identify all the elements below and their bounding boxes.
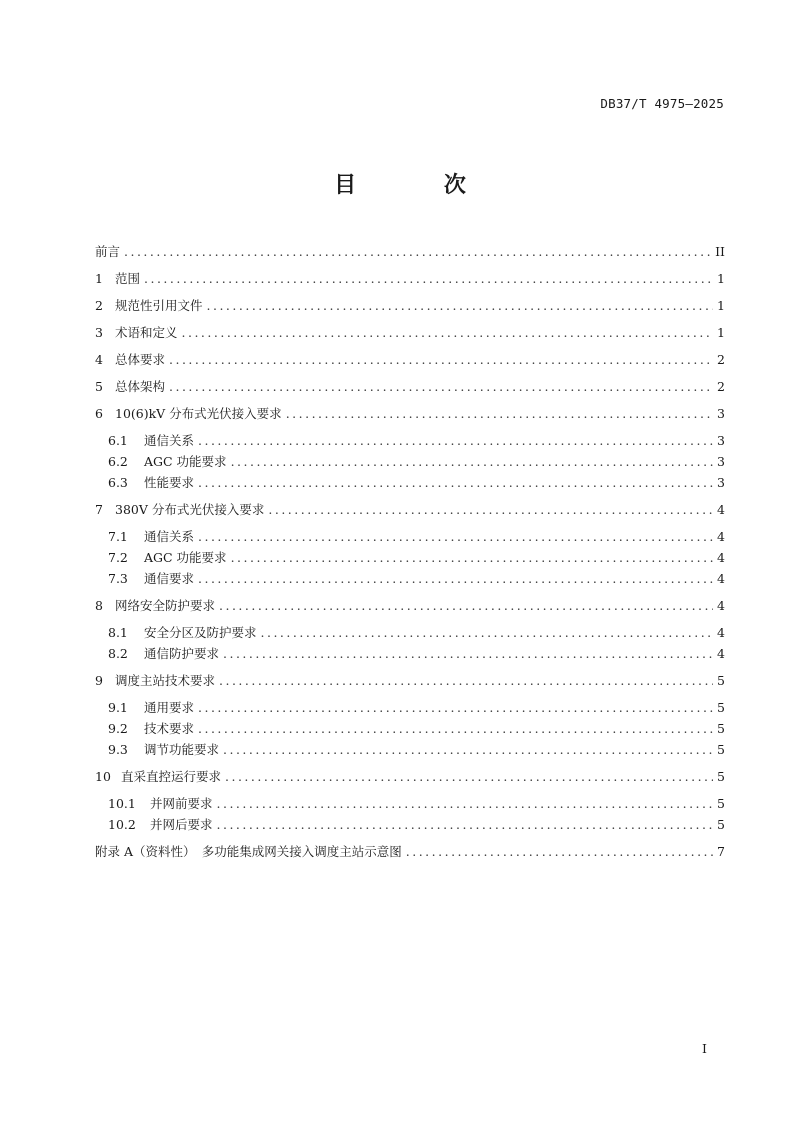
toc-entry-page: 5 bbox=[717, 742, 725, 757]
toc-entry-number: 7 bbox=[95, 502, 103, 517]
dot-leader bbox=[223, 740, 713, 760]
toc-entry-label: 调度主站技术要求 bbox=[115, 673, 216, 688]
toc-entry-page: 1 bbox=[717, 325, 725, 340]
toc-entry-label: 安全分区及防护要求 bbox=[144, 625, 257, 640]
toc-entry-page: 3 bbox=[717, 406, 725, 421]
toc-subentry[interactable] bbox=[95, 698, 725, 719]
toc-entry-page: 3 bbox=[717, 475, 725, 490]
toc-entry-page: 5 bbox=[717, 817, 725, 832]
dot-leader bbox=[169, 350, 713, 370]
toc-entry-page: 4 bbox=[717, 529, 725, 544]
toc-entry-label: 380V 分布式光伏接入要求 bbox=[115, 502, 265, 517]
dot-leader bbox=[223, 644, 713, 664]
toc-subentry[interactable] bbox=[95, 548, 725, 569]
toc-entry-label: 通用要求 bbox=[144, 700, 195, 715]
toc-subentry[interactable] bbox=[95, 431, 725, 452]
toc-entry-label: 规范性引用文件 bbox=[115, 298, 203, 313]
toc-entry-page: 3 bbox=[717, 433, 725, 448]
toc-subentry[interactable] bbox=[95, 452, 725, 473]
toc-entry-page: 2 bbox=[717, 379, 725, 394]
toc-entry-page: 7 bbox=[717, 844, 725, 859]
toc-entry-label: 直采直控运行要求 bbox=[121, 769, 222, 784]
toc-subentry[interactable] bbox=[95, 527, 725, 548]
dot-leader bbox=[231, 452, 713, 472]
dot-leader bbox=[198, 569, 713, 589]
toc-subentry[interactable] bbox=[95, 569, 725, 590]
dot-leader bbox=[406, 842, 713, 862]
dot-leader bbox=[286, 404, 713, 424]
toc-entry[interactable] bbox=[95, 404, 725, 431]
toc-entry-label: 并网前要求 bbox=[150, 796, 213, 811]
toc-entry-number: 8 bbox=[95, 598, 103, 613]
toc-entry[interactable] bbox=[95, 350, 725, 377]
page-title: 目 次 bbox=[334, 173, 506, 198]
dot-leader bbox=[198, 719, 713, 739]
toc-entry-number: 7.3 bbox=[108, 571, 128, 586]
dot-leader bbox=[198, 527, 713, 547]
toc-entry-label: 附录 A（资料性） 多功能集成网关接入调度主站示意图 bbox=[95, 844, 402, 859]
dot-leader bbox=[225, 767, 713, 787]
toc-entry-label: 技术要求 bbox=[144, 721, 195, 736]
toc-entry-number: 10.1 bbox=[108, 796, 136, 811]
toc-entry-page: 4 bbox=[717, 502, 725, 517]
toc-entry-number: 8.1 bbox=[108, 625, 128, 640]
toc-entry-number: 3 bbox=[95, 325, 103, 340]
toc-entry-page: 5 bbox=[717, 721, 725, 736]
dot-leader bbox=[231, 548, 713, 568]
toc-subentry[interactable] bbox=[95, 815, 725, 836]
toc-entry-label: 通信关系 bbox=[144, 433, 195, 448]
toc-entry-label: 通信防护要求 bbox=[144, 646, 220, 661]
toc-entry[interactable] bbox=[95, 242, 725, 269]
toc-subentry[interactable] bbox=[95, 623, 725, 644]
dot-leader bbox=[198, 698, 713, 718]
toc-entry-number: 9.2 bbox=[108, 721, 128, 736]
dot-leader bbox=[169, 377, 713, 397]
toc-entry[interactable] bbox=[95, 323, 725, 350]
dot-leader bbox=[182, 323, 713, 343]
toc-entry-number: 2 bbox=[95, 298, 103, 313]
toc-entry-label: AGC 功能要求 bbox=[144, 550, 227, 565]
toc-entry-label: 性能要求 bbox=[144, 475, 195, 490]
toc-entry-number: 5 bbox=[95, 379, 103, 394]
toc-entry-page: 4 bbox=[717, 550, 725, 565]
toc-entry-page: 4 bbox=[717, 625, 725, 640]
toc-entry-number: 6.1 bbox=[108, 433, 128, 448]
toc-entry-page: 3 bbox=[717, 454, 725, 469]
toc-subentry[interactable] bbox=[95, 644, 725, 665]
toc-entry-page: 5 bbox=[717, 673, 725, 688]
toc-entry-label: 总体要求 bbox=[115, 352, 166, 367]
toc-entry[interactable] bbox=[95, 296, 725, 323]
toc-entry-number: 1 bbox=[95, 271, 103, 286]
toc-entry[interactable] bbox=[95, 842, 725, 869]
toc-entry-label: 术语和定义 bbox=[115, 325, 178, 340]
toc-entry[interactable] bbox=[95, 377, 725, 404]
toc-entry-label: 并网后要求 bbox=[150, 817, 213, 832]
toc-entry-label: 10(6)kV 分布式光伏接入要求 bbox=[115, 406, 282, 421]
toc-entry-page: 1 bbox=[717, 271, 725, 286]
toc-entry-page: 4 bbox=[717, 598, 725, 613]
toc-entry-label: 总体架构 bbox=[115, 379, 166, 394]
dot-leader bbox=[217, 794, 713, 814]
toc-entry-number: 6.2 bbox=[108, 454, 128, 469]
toc-entry-page: II bbox=[715, 244, 725, 259]
toc-entry-label: 通信关系 bbox=[144, 529, 195, 544]
toc-entry[interactable] bbox=[95, 269, 725, 296]
dot-leader bbox=[124, 242, 711, 262]
toc-entry[interactable] bbox=[95, 500, 725, 527]
toc-entry-page: 5 bbox=[717, 769, 725, 784]
toc-entry-page: 4 bbox=[717, 646, 725, 661]
toc-entry-page: 2 bbox=[717, 352, 725, 367]
toc-entry-label: AGC 功能要求 bbox=[144, 454, 227, 469]
toc-entry-number: 7.2 bbox=[108, 550, 128, 565]
dot-leader bbox=[261, 623, 713, 643]
toc-entry-number: 4 bbox=[95, 352, 103, 367]
toc-entry-label: 通信要求 bbox=[144, 571, 195, 586]
toc-entry-number: 8.2 bbox=[108, 646, 128, 661]
toc-entry-label: 范围 bbox=[115, 271, 141, 286]
dot-leader bbox=[217, 815, 713, 835]
toc-subentry[interactable] bbox=[95, 473, 725, 494]
dot-leader bbox=[219, 671, 713, 691]
page-number: I bbox=[702, 1041, 707, 1056]
toc-entry-number: 6 bbox=[95, 406, 103, 421]
toc-entry-number: 6.3 bbox=[108, 475, 128, 490]
toc-subentry[interactable] bbox=[95, 719, 725, 740]
document-code: DB37/T 4975—2025 bbox=[600, 96, 724, 111]
toc-entry-page: 4 bbox=[717, 571, 725, 586]
toc-entry[interactable] bbox=[95, 767, 725, 794]
toc-entry-label: 调节功能要求 bbox=[144, 742, 220, 757]
toc-entry[interactable] bbox=[95, 671, 725, 698]
dot-leader bbox=[198, 473, 713, 493]
dot-leader bbox=[219, 596, 713, 616]
toc-entry-number: 9.1 bbox=[108, 700, 128, 715]
toc-entry[interactable] bbox=[95, 596, 725, 623]
dot-leader bbox=[207, 296, 713, 316]
table-of-contents bbox=[95, 242, 725, 869]
toc-entry-page: 1 bbox=[717, 298, 725, 313]
dot-leader bbox=[198, 431, 713, 451]
toc-entry-page: 5 bbox=[717, 700, 725, 715]
toc-entry-page: 5 bbox=[717, 796, 725, 811]
toc-subentry[interactable] bbox=[95, 740, 725, 761]
toc-entry-label: 前言 bbox=[95, 244, 121, 259]
toc-entry-number: 9 bbox=[95, 673, 103, 688]
dot-leader bbox=[268, 500, 713, 520]
toc-entry-number: 9.3 bbox=[108, 742, 128, 757]
toc-entry-number: 10 bbox=[95, 769, 111, 784]
dot-leader bbox=[144, 269, 713, 289]
toc-entry-number: 7.1 bbox=[108, 529, 128, 544]
toc-entry-label: 网络安全防护要求 bbox=[115, 598, 216, 613]
toc-entry-number: 10.2 bbox=[108, 817, 136, 832]
toc-subentry[interactable] bbox=[95, 794, 725, 815]
